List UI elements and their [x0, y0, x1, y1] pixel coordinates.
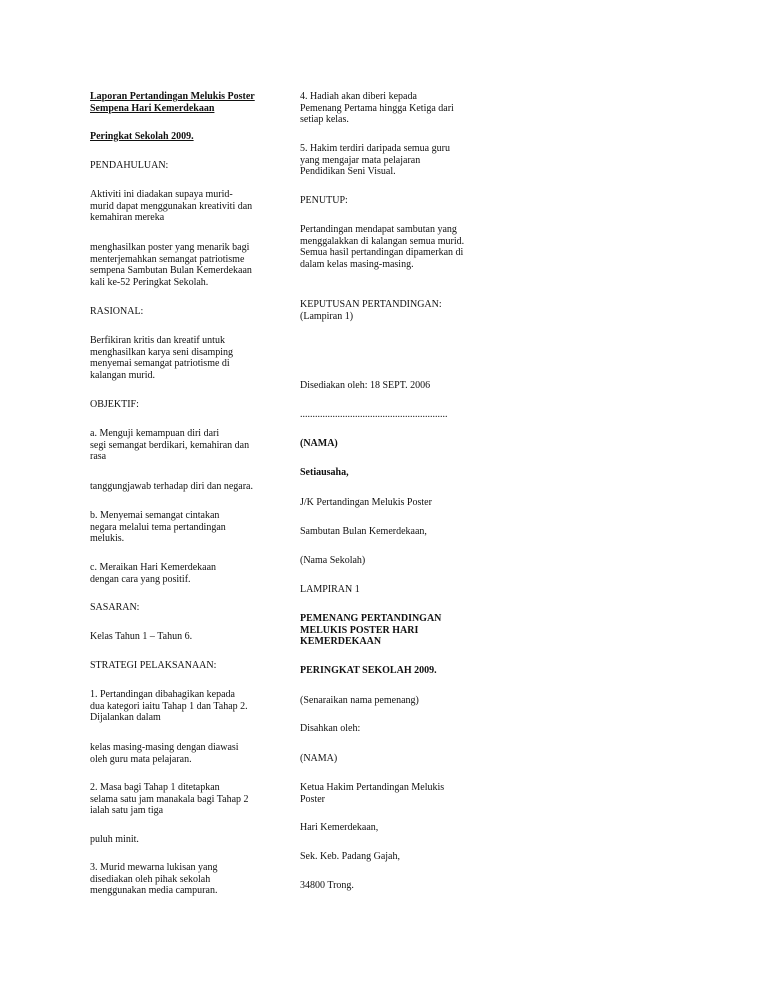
pendahuluan-heading: PENDAHULUAN: — [90, 160, 169, 171]
committee-line: J/K Pertandingan Melukis Poster — [300, 497, 432, 508]
name-placeholder-2: (NAMA) — [300, 753, 338, 764]
pendahuluan-paragraph-1: Aktiviti ini diadakan supaya murid- murid dapat menggunakan kreativiti dan kemahiran mereka — [90, 189, 253, 223]
strategi-item-1: 1. Pertandingan dibahagikan kepada dua kategori iaitu Tahap 1 dan Tahap 2. Dijalankan dalam — [90, 689, 248, 723]
strategi-item-5: 5. Hakim terdiri daripada semua guru yang mengajar mata pelajaran Pendidikan Seni Visual. — [300, 143, 450, 177]
penutup-paragraph: Pertandingan mendapat sambutan yang menggalakkan di kalangan semua murid. Semua hasil pertandingan dipamerkan di dalam kelas masing-masing. — [300, 224, 465, 270]
winners-list-placeholder: (Senaraikan nama pemenang) — [300, 695, 419, 706]
objektif-item-b: b. Menyemai semangat cintakan negara melalui tema pertandingan melukis. — [90, 510, 226, 544]
strategi-item-2-continued: puluh minit. — [90, 834, 139, 845]
objektif-item-a: a. Menguji kemampuan diri dari segi semangat berdikari, kemahiran dan rasa — [90, 428, 250, 462]
strategi-heading: STRATEGI PELAKSANAAN: — [90, 660, 217, 671]
school-address-line: Sek. Keb. Padang Gajah, — [300, 851, 400, 862]
secretary-title: Setiausaha, — [300, 467, 349, 478]
strategi-item-3: 3. Murid mewarna lukisan yang disediakan oleh pihak sekolah menggunakan media campuran. — [90, 862, 218, 896]
strategi-item-2: 2. Masa bagi Tahap 1 ditetapkan selama satu jam manakala bagi Tahap 2 ialah satu jam tiga — [90, 782, 249, 816]
rasional-paragraph: Berfikiran kritis dan kreatif untuk menghasilkan karya seni disamping menyemai semangat patriotisme di kalangan murid. — [90, 335, 234, 381]
sasaran-paragraph: Kelas Tahun 1 – Tahun 6. — [90, 631, 193, 642]
postcode-line: 34800 Trong. — [300, 880, 354, 891]
report-subtitle: Peringkat Sekolah 2009. — [90, 131, 194, 142]
objektif-heading: OBJEKTIF: — [90, 399, 139, 410]
report-title: Laporan Pertandingan Melukis Poster Sempena Hari Kemerdekaan — [90, 91, 255, 114]
objektif-item-a-continued: tanggungjawab terhadap diri dan negara. — [90, 481, 253, 492]
name-placeholder-1: (NAMA) — [300, 438, 338, 449]
sasaran-heading: SASARAN: — [90, 602, 140, 613]
lampiran-heading: LAMPIRAN 1 — [300, 584, 360, 595]
sambutan-line: Sambutan Bulan Kemerdekaan, — [300, 526, 427, 537]
head-judge-title: Ketua Hakim Pertandingan Melukis Poster — [300, 782, 445, 805]
strategi-item-1-continued: kelas masing-masing dengan diawasi oleh guru mata pelajaran. — [90, 742, 239, 765]
peringkat-heading: PERINGKAT SEKOLAH 2009. — [300, 665, 437, 676]
strategi-item-4: 4. Hadiah akan diberi kepada Pemenang Pertama hingga Ketiga dari setiap kelas. — [300, 91, 454, 125]
school-name-placeholder: (Nama Sekolah) — [300, 555, 366, 566]
winners-heading: PEMENANG PERTANDINGAN MELUKIS POSTER HARI KEMERDEKAAN — [300, 613, 442, 647]
signature-line: ........................................................... — [300, 409, 448, 420]
keputusan-heading: KEPUTUSAN PERTANDINGAN: (Lampiran 1) — [300, 299, 442, 322]
approved-by: Disahkan oleh: — [300, 723, 361, 734]
rasional-heading: RASIONAL: — [90, 306, 144, 317]
objektif-item-c: c. Meraikan Hari Kemerdekaan dengan cara yang positif. — [90, 562, 217, 585]
pendahuluan-paragraph-2: menghasilkan poster yang menarik bagi menterjemahkan semangat patriotisme sempena Sambutan Bulan Kemerdekaan kali ke-52 Peringkat Sekolah. — [90, 242, 252, 288]
hari-kemerdekaan-line: Hari Kemerdekaan, — [300, 822, 379, 833]
penutup-heading: PENUTUP: — [300, 195, 348, 206]
prepared-by-date: Disediakan oleh: 18 SEPT. 2006 — [300, 380, 431, 391]
